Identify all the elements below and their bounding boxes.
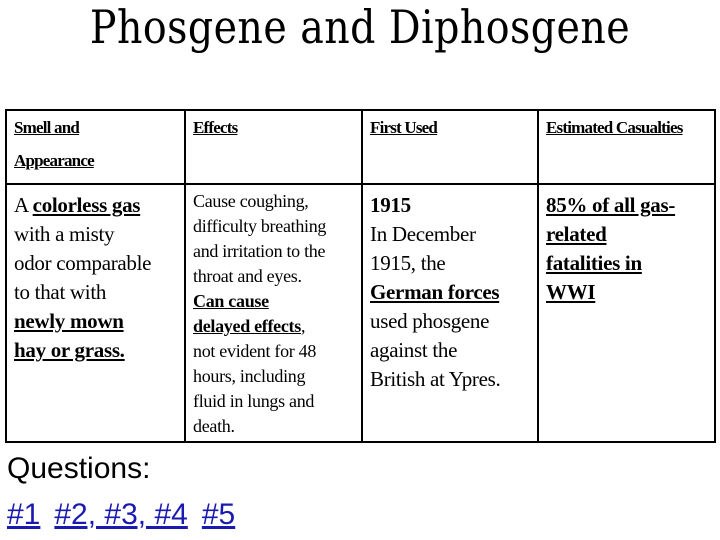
text-segment: Cause coughing, [193,191,309,211]
header-text: Effects [193,118,238,137]
text-segment: not evident for 48 [193,341,317,361]
text-line [193,414,361,439]
header-row [6,110,715,184]
text-line [14,307,184,336]
cell-effects [185,184,362,442]
page-title: Phosgene and Diphosgene [89,0,631,54]
header-text: Smell and [14,118,80,137]
cell-first-used [362,184,538,442]
text-segment: against the [370,338,458,362]
text-line [370,249,537,278]
text-line [193,339,361,364]
cell-smell-appearance [6,184,185,442]
gas-info-table [5,109,716,443]
text-segment: used phosgene [370,309,490,333]
header-text: First Used [370,118,438,137]
text-segment: and irritation to the [193,241,326,261]
question-link-5[interactable]: #5 [201,498,236,531]
text-segment: with a misty [14,222,115,246]
text-segment: throat and eyes. [193,266,302,286]
text-line [14,249,184,278]
text-segment: A [14,193,33,217]
emphasized-text: related [546,222,607,246]
text-line [370,220,537,249]
emphasized-text: German forces [370,280,500,304]
header-smell-appearance [6,110,185,184]
question-link-2-3-4[interactable]: #2, #3, #4 [54,498,188,531]
cell-estimated-casualties [538,184,715,442]
text-line [370,365,537,394]
emphasized-text: WWI [546,280,596,304]
emphasized-text: fatalities in [546,251,642,275]
text-segment: odor comparable [14,251,152,275]
text-segment: fluid in lungs and [193,391,315,411]
text-segment: , [300,316,306,336]
emphasized-text: delayed effects [193,316,301,336]
text-segment: British at Ypres. [370,367,501,391]
header-estimated-casualties [538,110,715,184]
text-segment: 1915, the [370,251,446,275]
question-link-1[interactable]: #1 [7,498,41,531]
text-line [14,220,184,249]
text-line [546,249,714,278]
text-segment: difficulty breathing [193,216,327,236]
header-first-used [362,110,538,184]
table-row [6,184,715,442]
text-segment: to that with [14,280,107,304]
header-text: Estimated Casualties [546,118,683,137]
text-line [193,264,361,289]
text-line [14,336,184,365]
text-line [546,191,714,220]
text-line [193,364,361,389]
emphasized-text: 1915 [370,193,411,217]
question-links [7,496,249,534]
text-line [370,191,537,220]
emphasized-text: colorless gas [32,193,141,217]
text-line [193,214,361,239]
header-effects [185,110,362,184]
text-line [14,191,184,220]
text-segment: death. [193,416,235,436]
text-line [370,336,537,365]
text-line [546,220,714,249]
text-line [193,314,361,339]
emphasized-text: hay or grass. [14,338,125,362]
text-line [193,289,361,314]
text-line [370,278,537,307]
text-line [370,307,537,336]
text-line [546,278,714,307]
text-line [193,189,361,214]
text-segment: hours, including [193,366,306,386]
questions-label: Questions: [7,452,151,485]
text-line [14,278,184,307]
emphasized-text: newly mown [14,309,124,333]
text-segment: In December [370,222,476,246]
emphasized-text: Can cause [193,291,269,311]
emphasized-text: 85% of all gas- [546,193,676,217]
text-line [193,239,361,264]
header-text: Appearance [14,151,94,170]
text-line [193,389,361,414]
